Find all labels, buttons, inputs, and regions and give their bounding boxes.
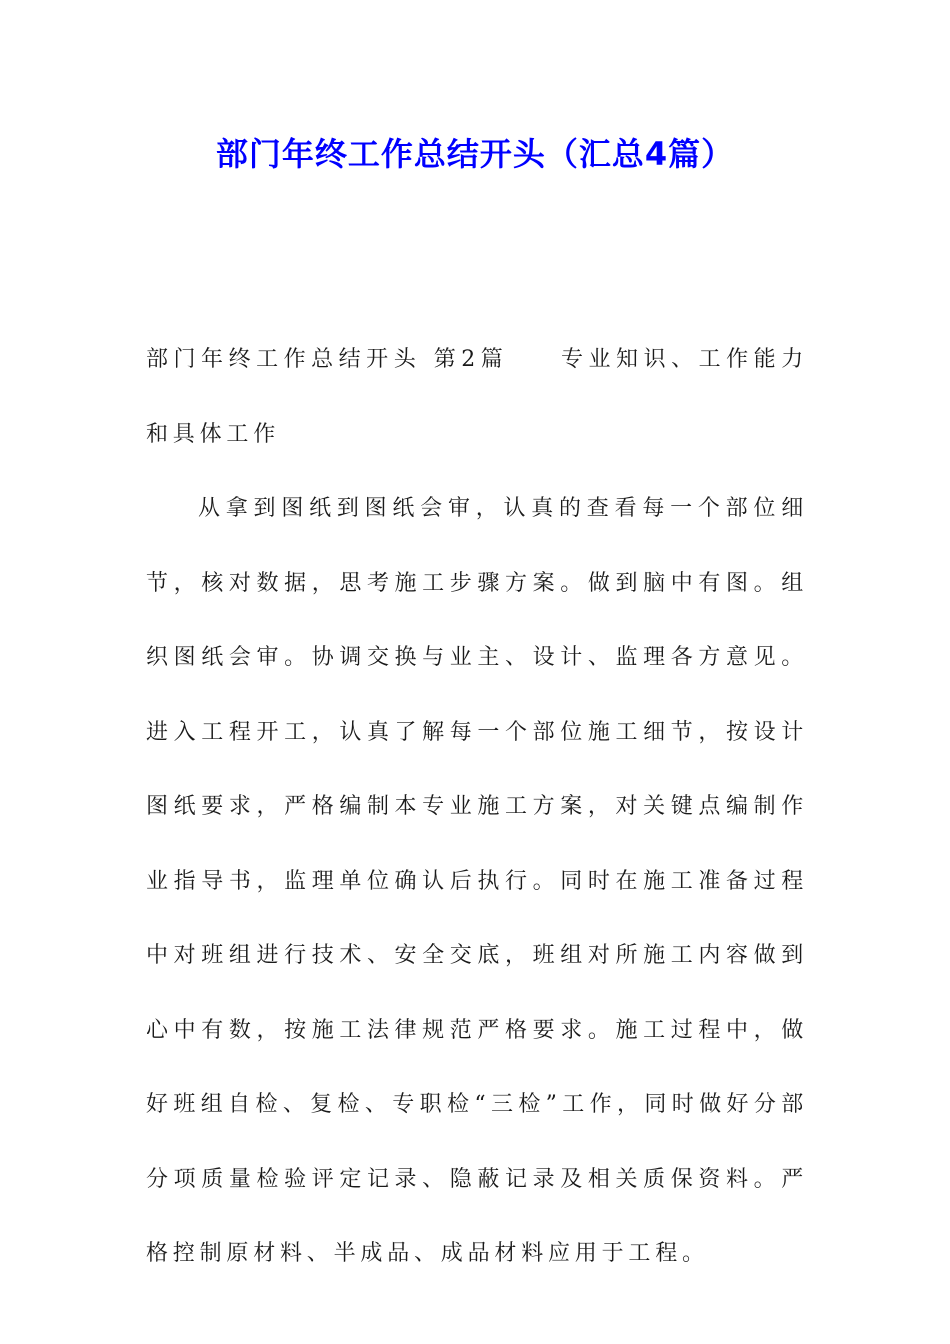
section-heading (146, 323, 808, 472)
body-paragraph: 从拿到图纸到图纸会审，认真的查看每一个部位细节，核对数据，思考施工步骤方案。做到脑中有图。组织图纸会审。协调交换与业主、设计、监理各方意见。进入工程开工，认真了解每一个部位施工细节，按设计图纸要求，严格编制本专业施工方案，对关键点编制作业指导书，监理单位确认后执行。同时在施工准备过程中对班组进行技术、安全交底，班组对所施工内容做到心中有数，按施工法律规范严格要求。施工过程中，做好班组自检、复检、专职检“三检”工作，同时做好分部分项质量检验评定记录、隐蔽记录及相关质保资料。严格控制原材料、半成品、成品材料应用于工程。 (146, 496, 808, 1266)
section-heading-left: 部门年终工作总结开头 第2篇 (146, 347, 509, 372)
document-title: 部门年终工作总结开头（汇总4篇） (215, 135, 735, 173)
section-heading-right: 专业知识、工作能力和具体工作 (146, 347, 808, 447)
